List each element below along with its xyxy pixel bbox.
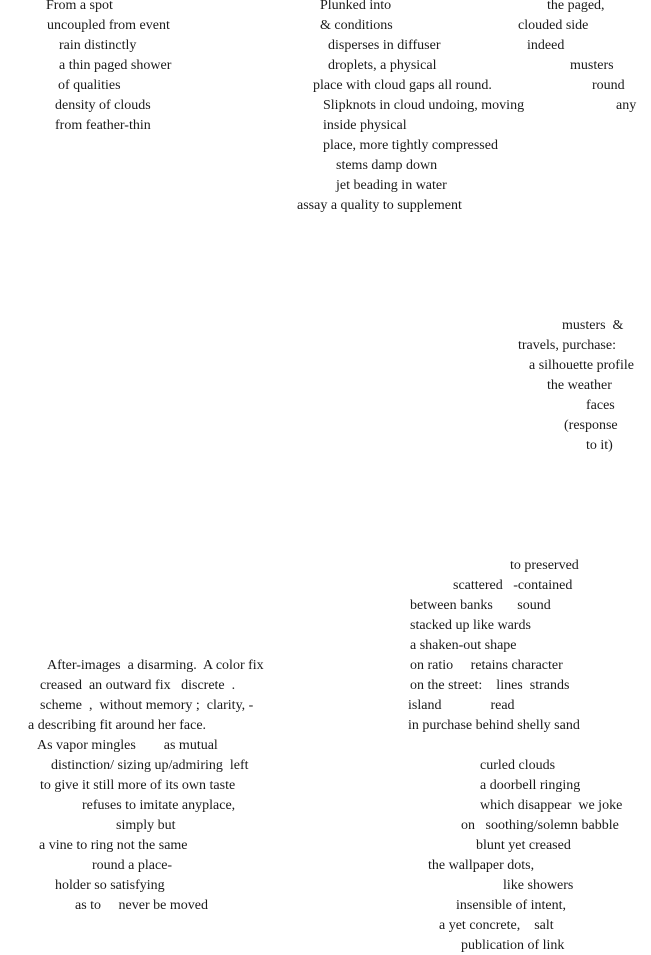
poem-line: assay a quality to supplement xyxy=(297,198,462,213)
poem-line: (response xyxy=(564,418,618,433)
poem-line: disperses in diffuser xyxy=(328,38,441,53)
poem-line: place with cloud gaps all round. xyxy=(313,78,492,93)
poem-line: of qualities xyxy=(58,78,121,93)
poem-line: the weather xyxy=(547,378,612,393)
poem-line: stacked up like wards xyxy=(410,618,531,633)
poem-line: As vapor mingles as mutual xyxy=(37,738,218,753)
poem-line: the wallpaper dots, xyxy=(428,858,535,873)
poem-line: a thin paged shower xyxy=(59,58,172,73)
poem-line: from feather-thin xyxy=(55,118,151,133)
poem-line: between banks sound xyxy=(410,598,551,613)
poem-line: on the street: lines strands xyxy=(410,678,570,693)
poem-line: indeed xyxy=(527,38,565,53)
poem-line: & conditions xyxy=(320,18,393,33)
poem-line: a yet concrete, salt xyxy=(439,918,554,933)
poem-line: on ratio retains character xyxy=(410,658,563,673)
poem-line: a vine to ring not the same xyxy=(39,838,188,853)
poem-line: From a spot xyxy=(46,0,113,13)
poem-line: any xyxy=(616,98,637,113)
poem-line: After-images a disarming. A color fix xyxy=(47,658,264,673)
poem-line: jet beading in water xyxy=(336,178,447,193)
poem-line: as to never be moved xyxy=(75,898,208,913)
poem-line: a describing fit around her face. xyxy=(28,718,207,733)
poem-line: uncoupled from event xyxy=(47,18,170,33)
poem-line: round a place- xyxy=(92,858,173,873)
poem-line: Plunked into xyxy=(320,0,392,13)
poem-line: to preserved xyxy=(510,558,579,573)
poem-line: which disappear we joke xyxy=(480,798,623,813)
poem-line: to give it still more of its own taste xyxy=(40,778,236,793)
poem-line: creased an outward fix discrete . xyxy=(40,678,236,693)
poem-line: a shaken-out shape xyxy=(410,638,517,653)
poem-line: droplets, a physical xyxy=(328,58,437,73)
poem-line: in purchase behind shelly sand xyxy=(408,718,580,733)
poem-line: round xyxy=(592,78,625,93)
poem-line: a doorbell ringing xyxy=(480,778,581,793)
poem-line: simply but xyxy=(116,818,176,833)
poem-line: scheme , without memory ; clarity, - xyxy=(40,698,254,713)
poem-line: blunt yet creased xyxy=(476,838,571,853)
poem-line: rain distinctly xyxy=(59,38,137,53)
poem-line: island read xyxy=(408,698,515,713)
poem-line: musters & xyxy=(562,318,624,333)
poem-line: a silhouette profile xyxy=(529,358,634,373)
poem-line: publication of link xyxy=(461,938,565,953)
poem-line: distinction/ sizing up/admiring left xyxy=(51,758,249,773)
poem-line: scattered -contained xyxy=(453,578,573,593)
poem-line: to it) xyxy=(586,438,613,453)
poem-line: like showers xyxy=(503,878,574,893)
poem-line: place, more tightly compressed xyxy=(323,138,498,153)
poem-line: travels, purchase: xyxy=(518,338,616,353)
poem-line: insensible of intent, xyxy=(456,898,567,913)
poem-line: on soothing/solemn babble xyxy=(461,818,619,833)
poem-line: refuses to imitate anyplace, xyxy=(82,798,236,813)
poem-line: stems damp down xyxy=(336,158,438,173)
poem-line: holder so satisfying xyxy=(55,878,165,893)
poem-line: Slipknots in cloud undoing, moving xyxy=(323,98,525,113)
poem-line: density of clouds xyxy=(55,98,151,113)
poem-line: curled clouds xyxy=(480,758,556,773)
poem-line: the paged, xyxy=(547,0,605,13)
poem-line: faces xyxy=(586,398,615,413)
poem-line: inside physical xyxy=(323,118,407,133)
poem-line: musters xyxy=(570,58,614,73)
poem-line: clouded side xyxy=(518,18,589,33)
